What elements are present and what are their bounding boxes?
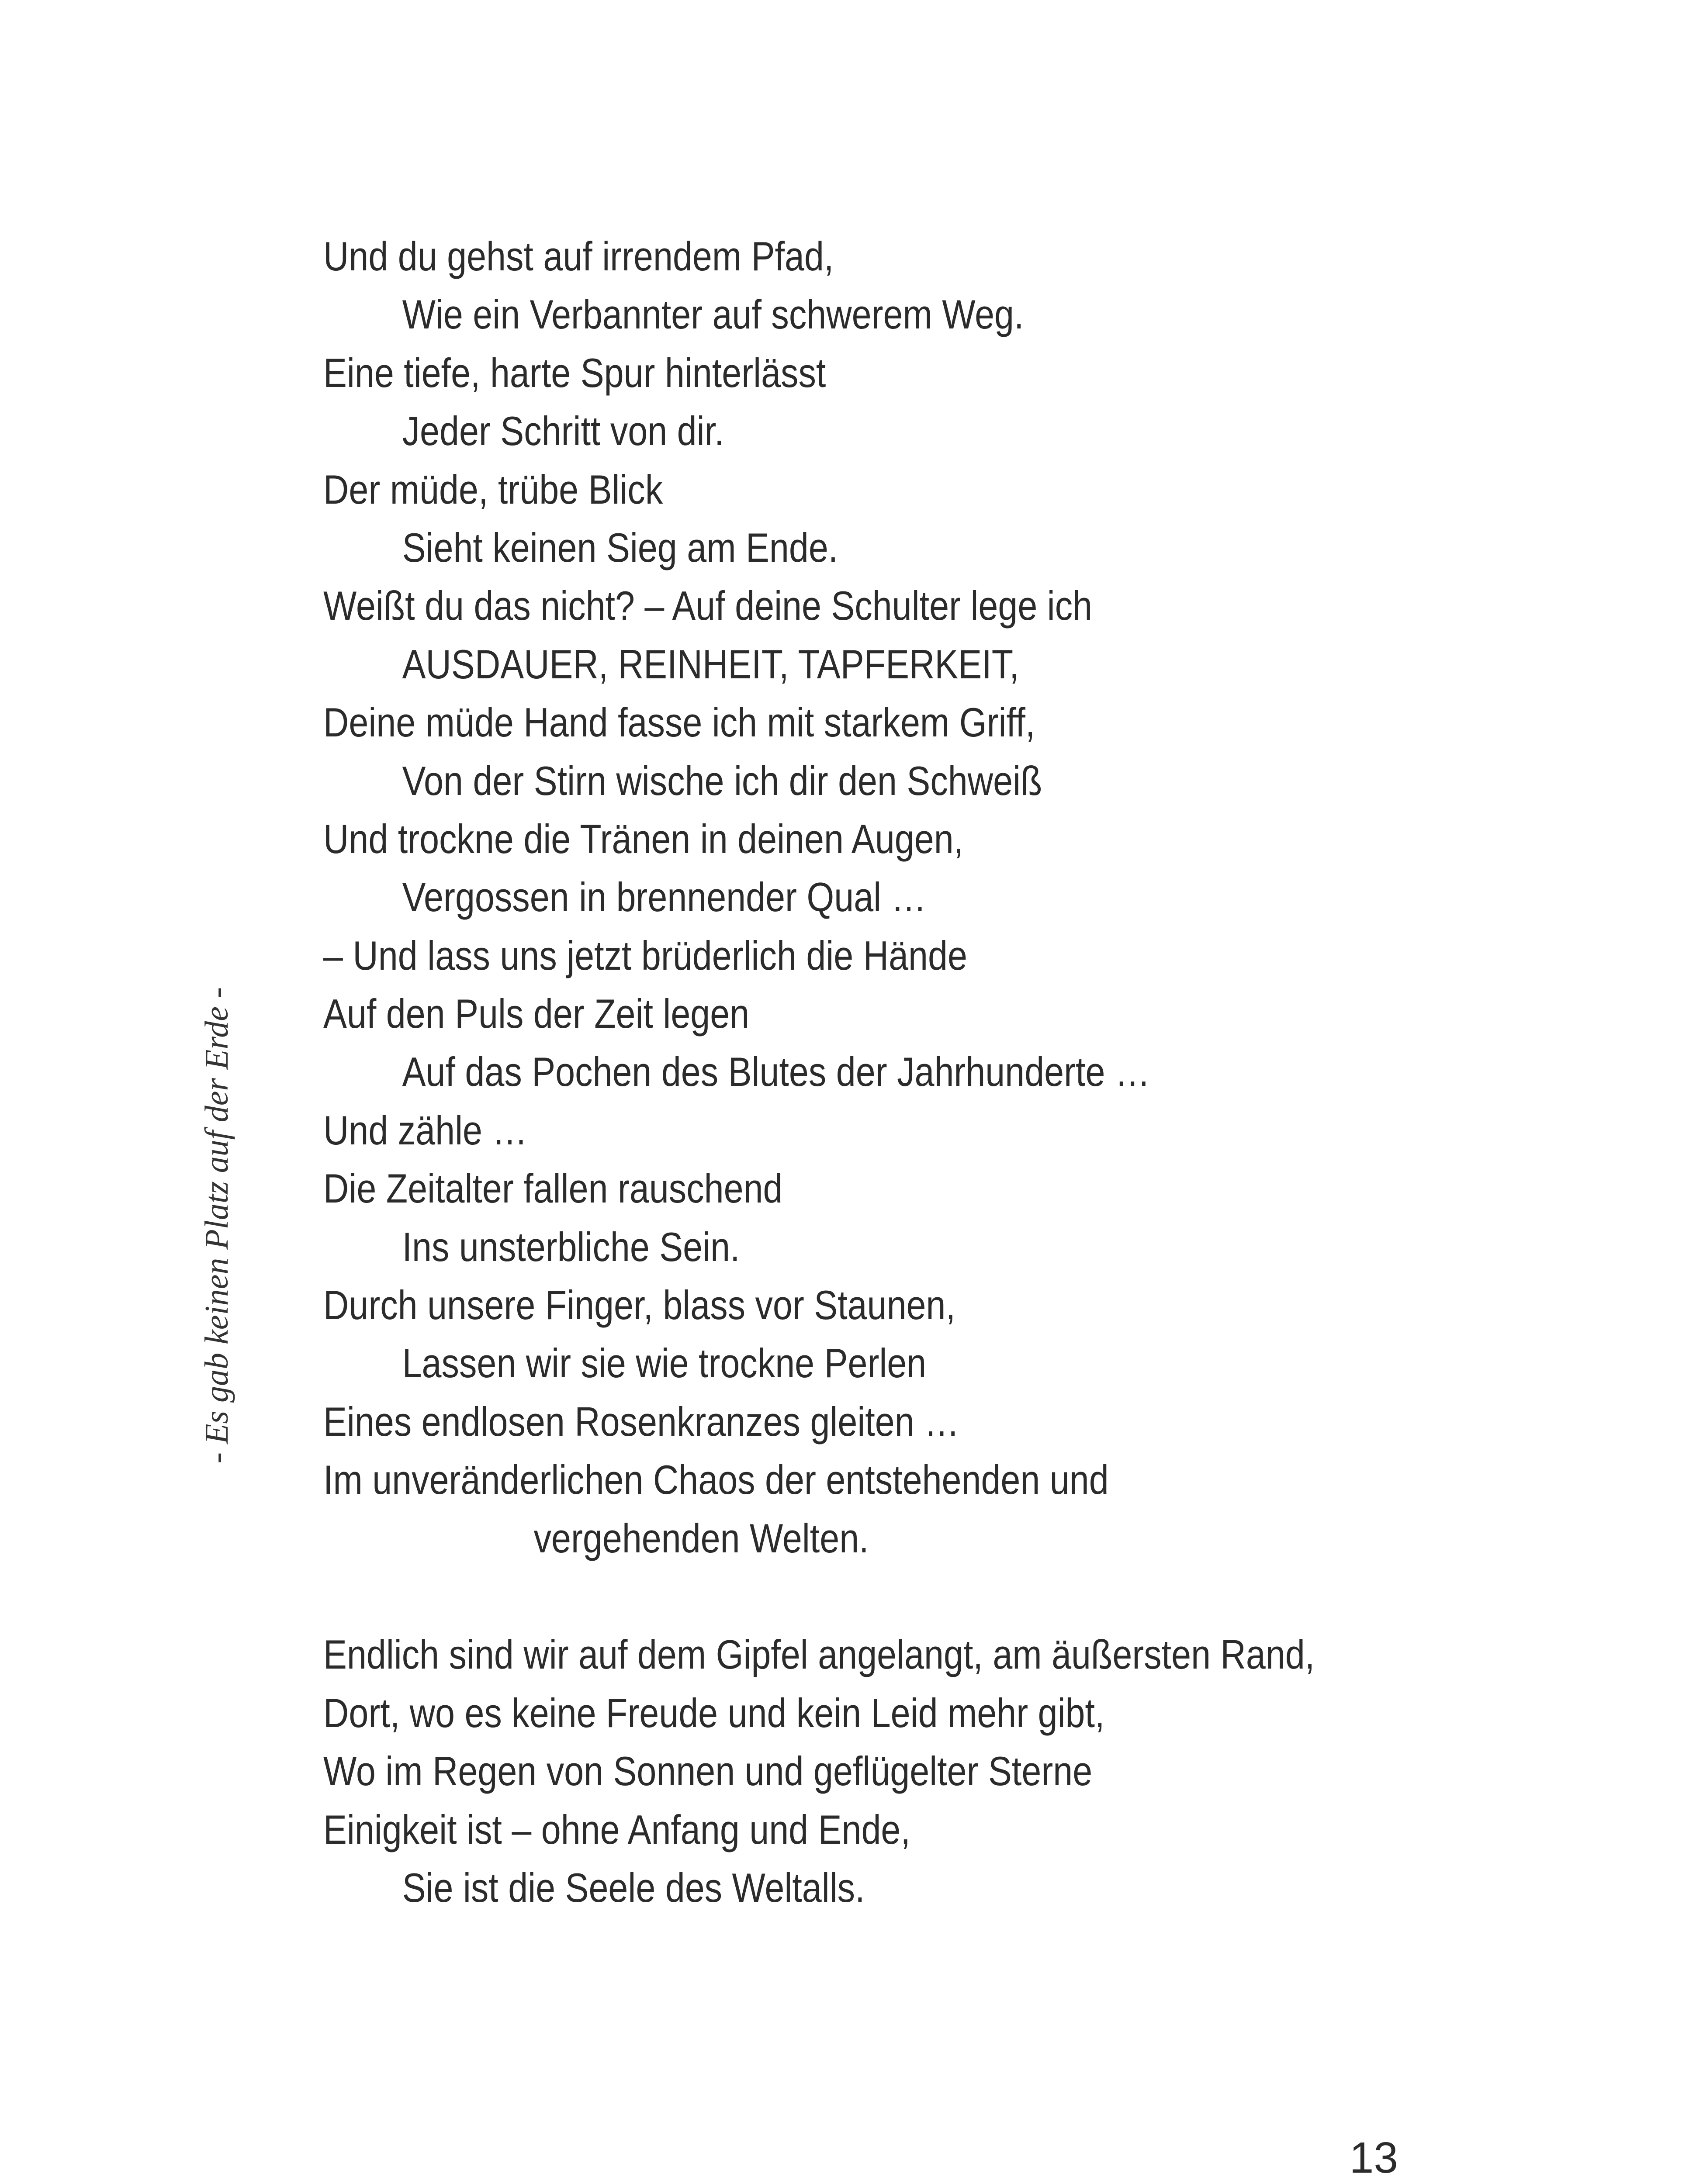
poem-line: AUSDAUER, REINHEIT, TAPFERKEIT, — [402, 641, 1019, 687]
stanza-2 — [323, 1625, 1503, 1917]
page-number: 13 — [1349, 2133, 1398, 2182]
poem-line: Deine müde Hand fasse ich mit starkem Griff, — [323, 699, 1035, 746]
stanza-1 — [323, 227, 1503, 1567]
poem-line: Dort, wo es keine Freude und kein Leid mehr gibt, — [323, 1690, 1105, 1736]
poem-line: Endlich sind wir auf dem Gipfel angelangt, am äußersten Rand, — [323, 1631, 1315, 1678]
poem-line: Und zähle … — [323, 1107, 528, 1153]
poem-line: vergehenden Welten. — [533, 1515, 869, 1561]
poem-line: Sie ist die Seele des Weltalls. — [402, 1864, 865, 1911]
poem-line: Der müde, trübe Blick — [323, 466, 663, 512]
poem-line: Die Zeitalter fallen rauschend — [323, 1165, 783, 1212]
poem-line: Auf das Pochen des Blutes der Jahrhunderte … — [402, 1049, 1150, 1095]
poem-line: Und trockne die Tränen in deinen Augen, — [323, 816, 964, 862]
poem-line: Jeder Schritt von dir. — [402, 408, 724, 454]
stanza-gap — [323, 1567, 1503, 1625]
poem — [323, 227, 1503, 1917]
poem-line: Wo im Regen von Sonnen und geflügelter Sterne — [323, 1748, 1093, 1794]
poem-line: Eine tiefe, harte Spur hinterlässt — [323, 349, 826, 396]
poem-line: Ins unsterbliche Sein. — [402, 1223, 740, 1270]
poem-line: Einigkeit ist – ohne Anfang und Ende, — [323, 1806, 910, 1852]
poem-line: Sieht keinen Sieg am Ende. — [402, 524, 838, 570]
poem-line: Lassen wir sie wie trockne Perlen — [402, 1340, 927, 1386]
poem-line: Eines endlosen Rosenkranzes gleiten … — [323, 1398, 959, 1444]
poem-line: Weißt du das nicht? – Auf deine Schulter lege ich — [323, 583, 1093, 629]
poem-line: Vergossen in brennender Qual … — [402, 874, 927, 920]
poem-line: Wie ein Verbannter auf schwerem Weg. — [402, 291, 1024, 338]
poem-line: Und du gehst auf irrendem Pfad, — [323, 233, 834, 279]
poem-line: Durch unsere Finger, blass vor Staunen, — [323, 1282, 955, 1328]
poem-line: – Und lass uns jetzt brüderlich die Hände — [323, 932, 967, 978]
poem-line: Von der Stirn wische ich dir den Schweiß — [402, 757, 1042, 804]
running-head-text: - Es gab keinen Platz auf der Erde - — [198, 987, 235, 1464]
poem-line: Im unveränderlichen Chaos der entstehenden und — [323, 1457, 1109, 1503]
poem-line: Auf den Puls der Zeit legen — [323, 991, 750, 1037]
